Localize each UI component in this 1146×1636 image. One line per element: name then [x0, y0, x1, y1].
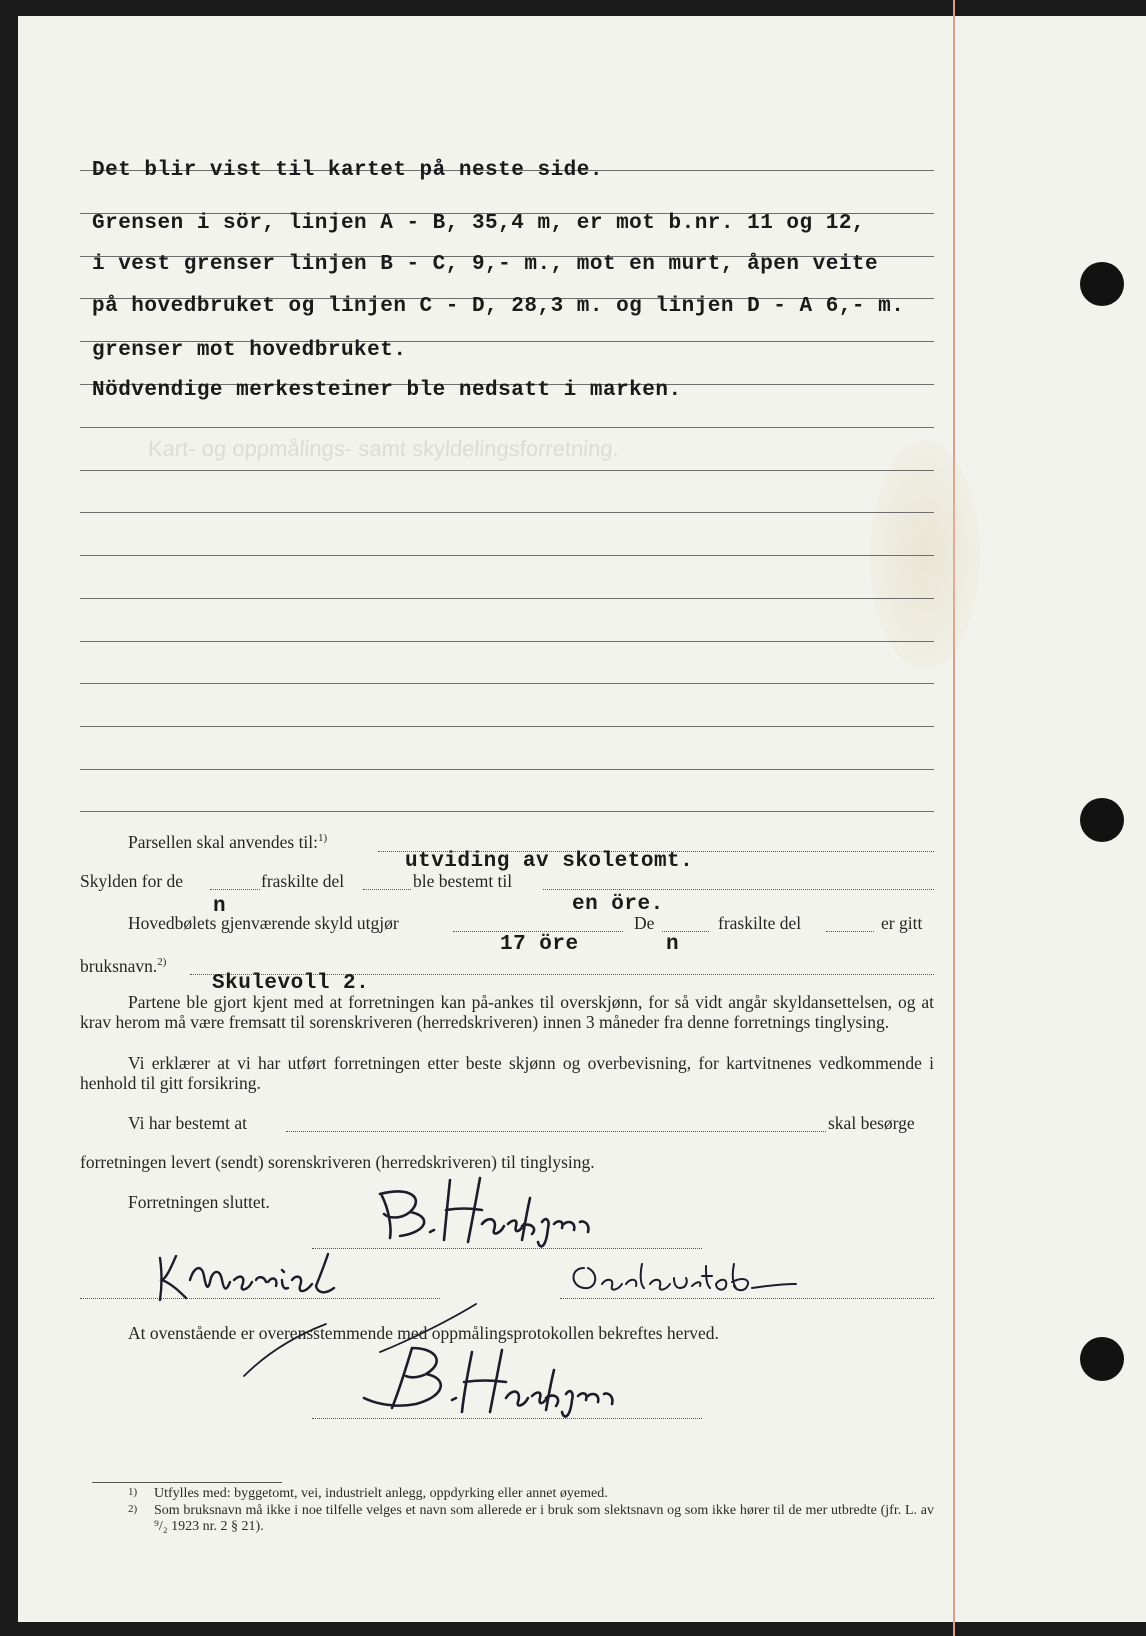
bestemt-end: skal besørge — [828, 1113, 915, 1133]
handwritten-signature — [370, 1168, 610, 1248]
de-n-mark: n — [666, 933, 680, 956]
footnote-2 — [128, 1503, 934, 1535]
typed-line: i vest grenser linjen B - C, 9,- m., mot en murt, åpen veite — [92, 253, 879, 276]
footnote-1-num: 1) — [128, 1486, 138, 1498]
parsellen-label — [128, 832, 327, 853]
scan-border-top — [0, 0, 1146, 16]
ble-bestemt-til-label: ble bestemt til — [413, 871, 513, 891]
confirmation-text: At ovenstående er overensstemmende med oppmålingsprotokollen bekreftes herved. — [128, 1323, 719, 1343]
appeal-paragraph — [80, 992, 934, 1032]
ruled-line — [80, 769, 934, 770]
handwritten-signature — [566, 1256, 806, 1302]
parsellen-value: utviding av skoletomt. — [405, 850, 694, 873]
skylden-value-line — [543, 889, 934, 890]
punch-hole-2 — [1080, 798, 1124, 842]
er-gitt-blank — [826, 931, 874, 932]
skylden-blank-1 — [210, 889, 260, 890]
hovedbolets-value-line — [453, 931, 623, 932]
bestemt-start: Vi har bestemt at — [128, 1113, 247, 1133]
punch-hole-1 — [1080, 262, 1124, 306]
scan-border-left — [0, 0, 18, 1636]
footnote-2-text: Som bruksnavn må ikke i noe tilfelle velges et navn som allerede er i bruk som slektsnavn og som ikke hører til de mer utbredte (jfr. L. av ⁹/₂ 1923 nr. 2 § 21). — [154, 1503, 934, 1534]
ruled-line — [80, 470, 934, 471]
skylden-blank-2 — [363, 889, 411, 890]
signature-line — [312, 1418, 702, 1419]
typed-line: Grensen i sör, linjen A - B, 35,4 m, er mot b.nr. 11 og 12, — [92, 212, 866, 235]
er-gitt-label: er gitt — [881, 913, 923, 933]
de-blank — [662, 931, 709, 932]
footnote-ref: 2) — [157, 956, 167, 969]
ruled-line — [80, 811, 934, 812]
typed-line: på hovedbruket og linjen C - D, 28,3 m. og linjen D - A 6,- m. — [92, 295, 905, 318]
footnote-1 — [128, 1486, 934, 1502]
bleed-through-text: Kart- og oppmålings- samt skyldelingsforretning. — [147, 436, 620, 461]
ruled-line — [80, 598, 934, 599]
ruled-line — [80, 641, 934, 642]
signature-line — [312, 1248, 702, 1249]
typed-line: grenser mot hovedbruket. — [92, 339, 407, 362]
bruksnavn-label-text: bruksnavn. — [80, 956, 158, 976]
footnote-1-text: Utfylles med: byggetomt, vei, industrielt anlegg, oppdyrking eller annet øyemed. — [154, 1486, 608, 1501]
footnote-ref: 1) — [318, 832, 328, 845]
hovedbolets-label: Hovedbølets gjenværende skyld utgjør — [128, 913, 399, 933]
bestemt-line2: forretningen levert (sendt) sorenskriveren (herredskriveren) til tinglysing. — [80, 1152, 595, 1172]
hovedbolets-value: 17 öre — [500, 933, 579, 956]
skylden-value: en öre. — [572, 893, 664, 916]
parsellen-label-text: Parsellen skal anvendes til: — [128, 832, 319, 852]
bruksnavn-value: Skulevoll 2. — [212, 972, 370, 995]
handwritten-signature — [150, 1246, 370, 1306]
skylden-n-mark: n — [213, 895, 227, 918]
bestemt-line — [286, 1131, 826, 1132]
ruled-line — [80, 555, 934, 556]
ruled-line — [80, 726, 934, 727]
punch-hole-3 — [1080, 1337, 1124, 1381]
ruled-line — [80, 683, 934, 684]
declaration-paragraph — [80, 1053, 934, 1093]
ruled-line — [80, 427, 934, 428]
typed-line: Det blir vist til kartet på neste side. — [92, 159, 603, 182]
fraskilte-del-label-2: fraskilte del — [718, 913, 802, 933]
de-label: De — [634, 913, 655, 933]
footnote-2-num: 2) — [128, 1503, 138, 1515]
skylden-for-de: Skylden for de — [80, 871, 184, 891]
ruled-line — [80, 512, 934, 513]
red-margin-line — [953, 0, 955, 1636]
appeal-paragraph-text: Partene ble gjort kjent med at forretningen kan på-ankes til overskjønn, for så vidt angår skyldansettelsen, og at krav herom må være fremsatt til sorenskriveren (herredskriveren) innen 3 måneder fra denne forretnings tinglysing. — [80, 992, 934, 1032]
forretningen-sluttet: Forretningen sluttet. — [128, 1192, 270, 1212]
fraskilte-del-label: fraskilte del — [261, 871, 345, 891]
declaration-paragraph-text: Vi erklærer at vi har utført forretningen etter beste skjønn og overbevisning, for kartvitnenes vedkommende i henhold til gitt forsikring. — [80, 1053, 934, 1093]
bruksnavn-label — [80, 956, 166, 977]
typed-line: Nödvendige merkesteiner ble nedsatt i marken. — [92, 379, 682, 402]
footnote-rule — [92, 1482, 282, 1483]
scan-border-bottom — [0, 1622, 1146, 1636]
